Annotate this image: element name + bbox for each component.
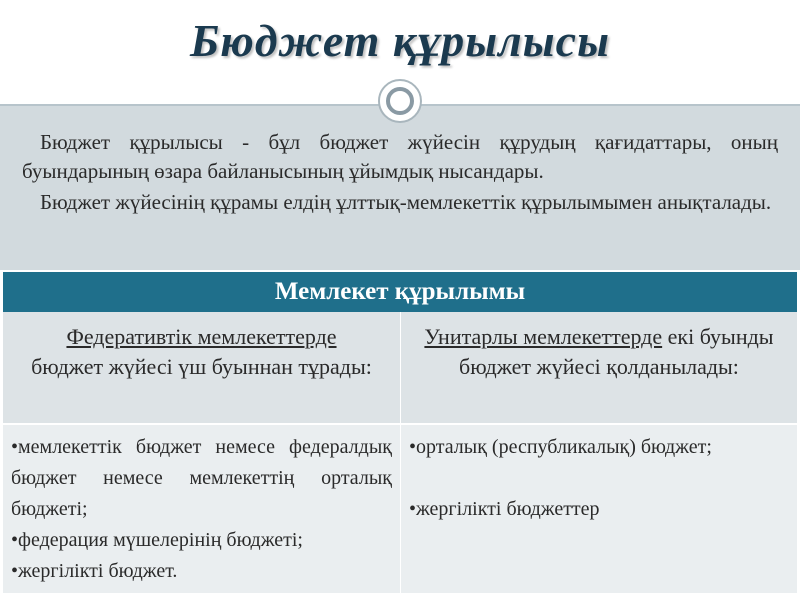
row-divider: [3, 423, 797, 425]
federal-heading-cell: [3, 312, 400, 424]
column-divider: [400, 312, 401, 593]
title-ring-ornament: [378, 79, 422, 123]
intro-term: Бюджет құрылысы: [40, 130, 223, 154]
federal-list: [11, 432, 392, 587]
federal-heading-term: Федеративтік мемлекеттерде: [66, 324, 337, 349]
intro-definition: - бұл бюджет жүйесін құрудың қағидаттары, оның буындарының өзара байланысының ұйымдық нысандары.: [22, 130, 778, 183]
intro-paragraph-1: [22, 128, 778, 186]
federal-list-cell: [3, 424, 400, 593]
list-item: •орталық (республикалық) бюджет;: [409, 436, 712, 458]
slide-title: Бюджет құрылысы: [190, 15, 610, 66]
list-item: •жергілікті бюджет.: [11, 560, 178, 582]
list-item: •мемлекеттік бюджет немесе федералдық бюджет немесе мемлекеттің орталық бюджеті;: [11, 436, 392, 520]
list-item: •жергілікті бюджеттер: [409, 498, 600, 520]
unitary-heading-rest: екі буынды бюджет жүйесі қолданылады:: [459, 324, 774, 379]
unitary-heading-term: Унитарлы мемлекеттерде: [424, 324, 663, 349]
federal-heading-rest: бюджет жүйесі үш буыннан тұрады:: [31, 354, 372, 379]
list-item: •федерация мүшелерінің бюджеті;: [11, 529, 303, 551]
unitary-heading-cell: [401, 312, 797, 424]
table-header-label: Мемлекет құрылымы: [274, 278, 526, 305]
unitary-list: [409, 432, 789, 525]
unitary-list-cell: [401, 424, 797, 593]
ring-inner: [386, 87, 414, 115]
intro-paragraph-2: [22, 188, 778, 217]
intro-composition: Бюджет жүйесінің құрамы елдің ұлттық-мемлекеттік құрылымымен анықталады.: [40, 190, 772, 214]
unitary-heading: [401, 322, 797, 382]
table-header: [3, 270, 797, 312]
federal-heading: [3, 322, 400, 382]
